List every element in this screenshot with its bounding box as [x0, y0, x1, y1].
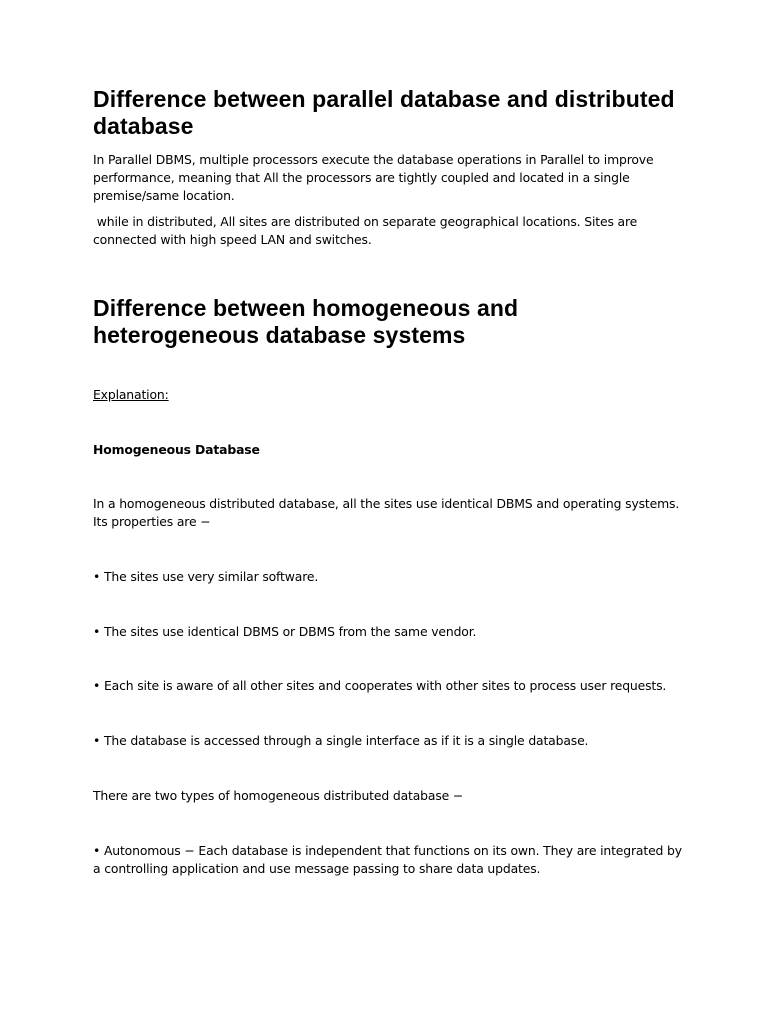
explanation-label: Explanation:	[93, 387, 169, 402]
bullet-item: • The sites use very similar software.	[93, 569, 319, 584]
subheading-homogeneous-database: Homogeneous Database	[93, 442, 260, 457]
bullet-item: • The database is accessed through a single interface as if it is a single database.	[93, 733, 589, 748]
bullet-item: • The sites use identical DBMS or DBMS from the same vendor.	[93, 624, 477, 639]
heading-parallel-vs-distributed: Difference between parallel database and distributed database	[93, 86, 675, 139]
paragraph-types-intro: There are two types of homogeneous distributed database −	[93, 788, 464, 803]
bullet-item: • Each site is aware of all other sites and cooperates with other sites to process user requests.	[93, 678, 667, 693]
heading-homogeneous-vs-heterogeneous: Difference between homogeneous and heterogeneous database systems	[93, 295, 519, 348]
paragraph-distributed-dbms: while in distributed, All sites are distributed on separate geographical locations. Sites are connected with high speed LAN and switches.	[93, 214, 641, 247]
paragraph-parallel-dbms: In Parallel DBMS, multiple processors execute the database operations in Parallel to improve performance, meaning that All the processors are tightly coupled and located in a single premise/same location.	[93, 152, 654, 203]
paragraph-homogeneous-intro: In a homogeneous distributed database, all the sites use identical DBMS and operating systems. Its properties are −	[93, 496, 680, 529]
bullet-item-autonomous: • Autonomous − Each database is independent that functions on its own. They are integrated by a controlling application and use message passing to share data updates.	[93, 843, 682, 876]
